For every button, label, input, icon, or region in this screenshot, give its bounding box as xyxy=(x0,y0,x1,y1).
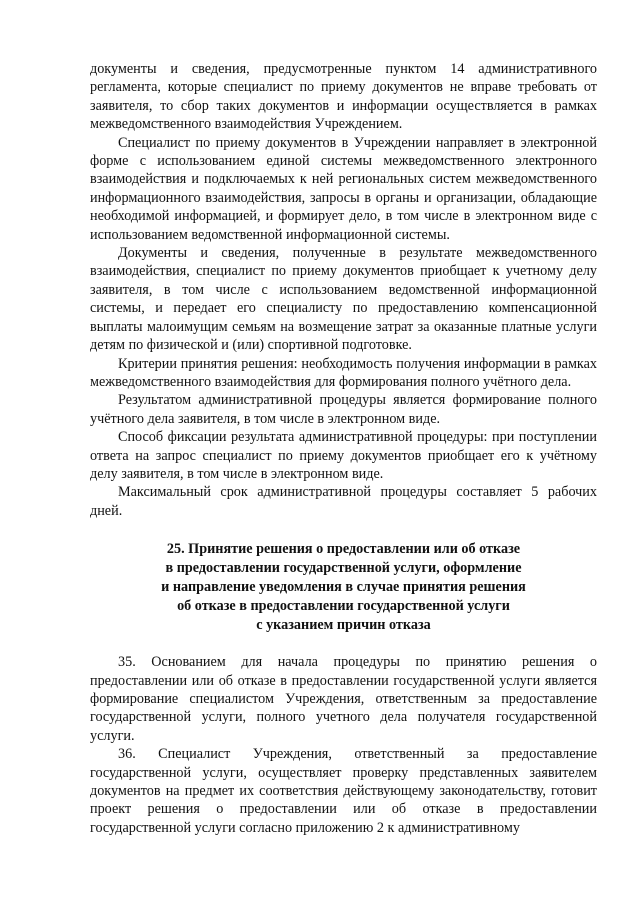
paragraph-procedure-result: Результатом административной процедуры является формирование полного учётного дела заявителя, в том числе в электронном виде. xyxy=(90,392,597,427)
paragraph-intergov-collection: документы и сведения, предусмотренные пунктом 14 административного регламента, которые специалист по приему документов не вправе требовать от заявителя, то сбор таких документов и информации осуществляется в рамках межведомственного взаимодействия Учреждением. xyxy=(90,61,597,133)
heading-line: с указанием причин отказа xyxy=(256,617,431,634)
paragraph-decision-criteria: Критерии принятия решения: необходимость получения информации в рамках межведомственного взаимодействия для формирования полного учётного дела. xyxy=(90,355,597,390)
heading-line: в предоставлении государственной услуги, оформление xyxy=(165,560,522,577)
heading-line: и направление уведомления в случае принятия решения xyxy=(161,579,526,596)
heading-line: об отказе в предоставлении государственной услуги xyxy=(177,598,510,615)
section-heading-25 xyxy=(90,540,597,635)
paragraph-max-duration: Максимальный срок административной процедуры составляет 5 рабочих дней. xyxy=(90,484,597,519)
document-page xyxy=(90,60,597,837)
paragraph-received-documents: Документы и сведения, полученные в результате межведомственного взаимодействия, специалист по приему документов приобщает к учетному делу заявителя, в том числе с использованием ведомственной информационной системы, и передает его специалисту по предоставлению компенсационной выплаты малоимущим семьям на возмещение затрат за оказанные платные услуги детям по физической и (или) спортивной подготовке. xyxy=(90,245,597,354)
paragraph-item-35: 35. Основанием для начала процедуры по принятию решения о предоставлении или об отказе в предоставлении государственной услуги является формирование специалистом Учреждения, ответственным за предоставление государственной услуги, полного учетного дела получателя государственной услуги. xyxy=(90,654,597,744)
heading-line: 25. Принятие решения о предоставлении или об отказе xyxy=(166,541,521,558)
paragraph-result-recording: Способ фиксации результата административной процедуры: при поступлении ответа на запрос специалист по приему документов приобщает его к учётному делу заявителя, в том числе в электронном виде. xyxy=(90,429,597,482)
paragraph-item-36: 36. Специалист Учреждения, ответственный за предоставление государственной услуги, осуществляет проверку представленных заявителем документов на предмет их соответствия действующему законодательству, готовит проект решения о предоставлении или об отказе в предоставлении государственной услуги согласно приложению 2 к административному xyxy=(90,746,597,836)
paragraph-electronic-requests: Специалист по приему документов в Учреждении направляет в электронной форме с использованием единой системы межведомственного электронного взаимодействия и подключаемых к ней региональных систем межведомственного информационного взаимодействия, запросы в органы и организации, обладающие необходимой информацией, и формирует дело, в том числе в электронном виде с использованием ведомственной информационной системы. xyxy=(90,134,597,243)
